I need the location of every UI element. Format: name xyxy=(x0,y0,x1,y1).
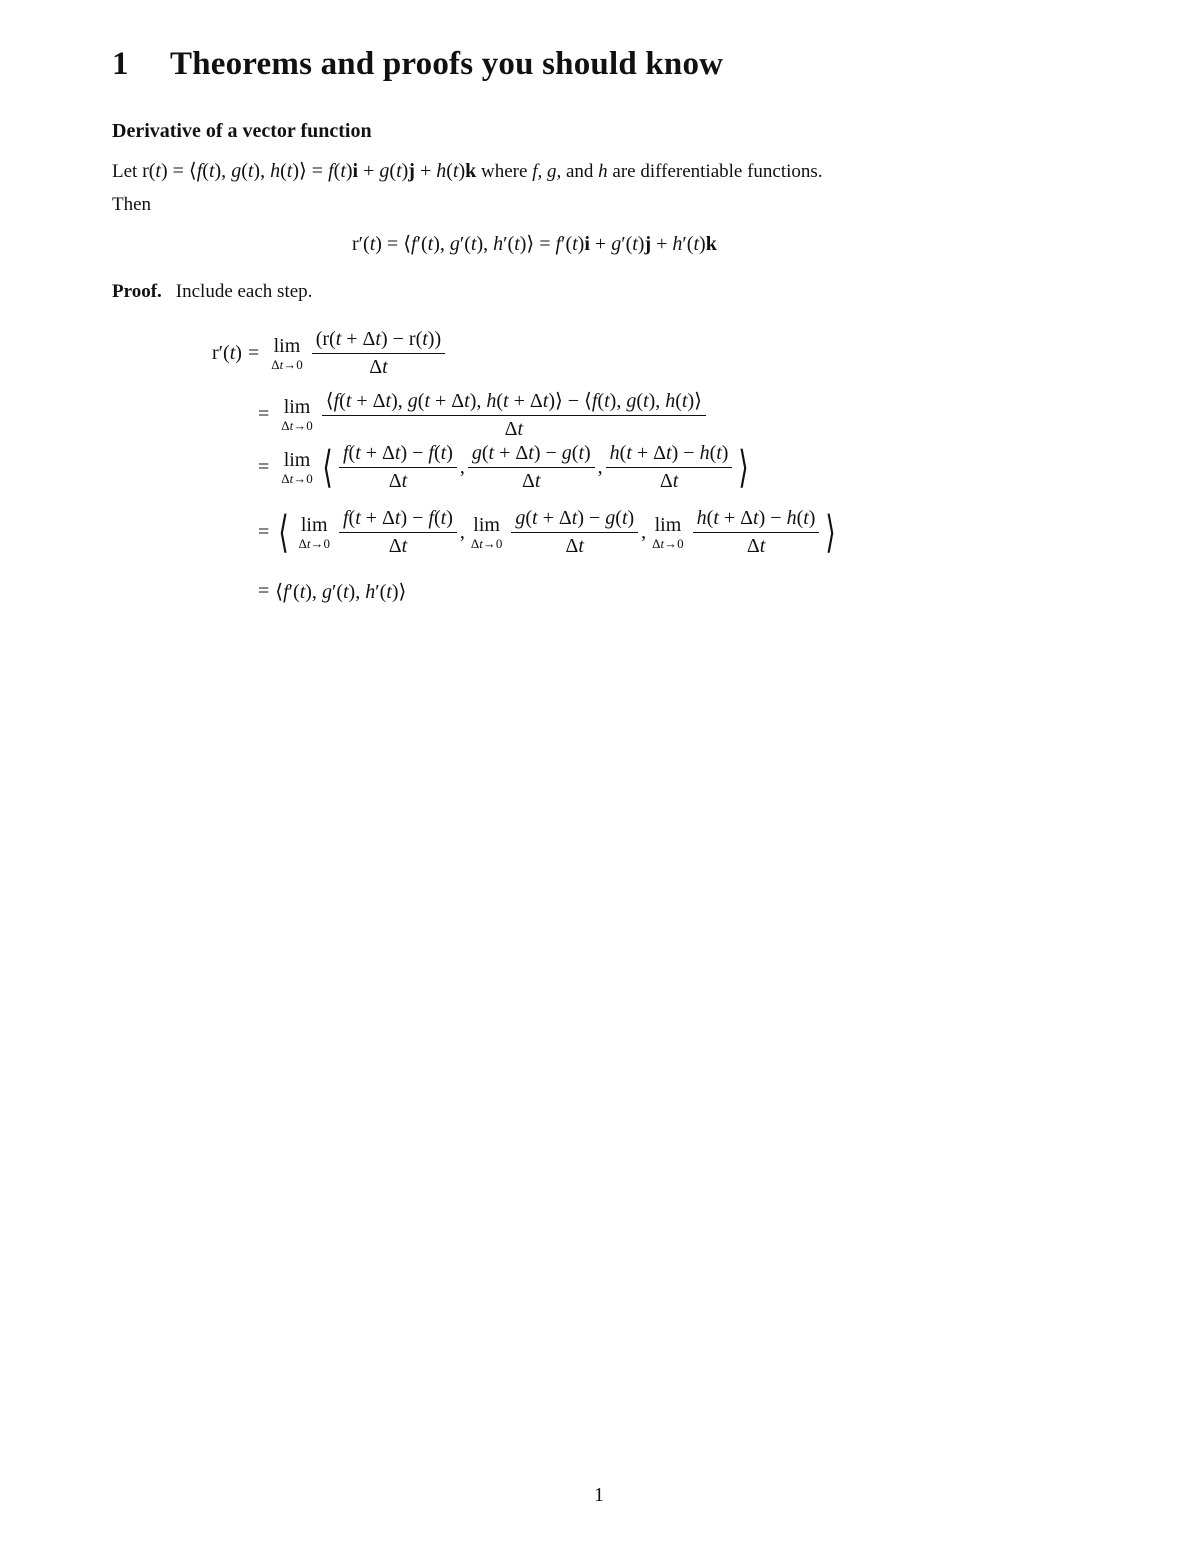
section-number: 1 xyxy=(112,46,129,82)
proof-label: Proof. xyxy=(112,281,162,302)
subsection-title: Derivative of a vector function xyxy=(112,120,372,142)
statement-line-2: Then xyxy=(112,194,152,215)
statement-and: and xyxy=(565,161,594,182)
derivative-formula: r′(t) = ⟨f′(t), g′(t), h′(t)⟩ = f′(t)i + g′(t)j + h′(t)k xyxy=(352,233,717,255)
proof-text: Include each step. xyxy=(175,281,313,302)
proof-step-1: r′(t) = lim Δt→0 $\frac{(r(t + \Delta t) - r(t))}{\Delta t}$ xyxy=(212,328,448,379)
proof-step-3: = lim Δt→0 ⟨ $\frac{f(t + \Delta t) - f(t)}{\Delta t}$ , $\frac{g(t + \Delta t) - g(t)}{\Delta t}$ , $\frac{h(t + \Delta t) - h(t)}{\Delta t}$ ⟩ xyxy=(258,442,750,492)
proof-line xyxy=(112,281,312,303)
formula-r-definition: r(t) = ⟨f(t), g(t), h(t)⟩ = f(t)i + g(t)j + h(t)k xyxy=(142,160,477,182)
statement-h: h xyxy=(598,161,608,182)
statement-line-1 xyxy=(112,158,823,183)
statement-where: where xyxy=(481,161,528,182)
statement-lead: Let xyxy=(112,161,138,182)
statement-tail: are differentiable functions. xyxy=(612,161,823,182)
proof-step-2: = lim Δt→0 $\frac{⟨f(t + \Delta t), g(t + \Delta t), h(t + \Delta t)⟩ - ⟨f(t), g(t), h(t)⟩}{\Delta t}$ xyxy=(258,388,709,441)
section-title: Theorems and proofs you should know xyxy=(170,46,724,82)
proof-step-5: = ⟨f′(t), g′(t), h′(t)⟩ xyxy=(258,580,407,603)
statement-vars: f, g, xyxy=(532,161,562,182)
proof-step-4: = ⟨ lim Δt→0 $\frac{f(t + \Delta t) - f(t)}{\Delta t}$ , lim Δt→0 $\frac{g(t + \Delta t) - g(t)}{\Delta t}$ , lim Δt→0 $\frac{h(t + \Delta t) - h(t)}{\Delta t}$ ⟩ xyxy=(258,507,837,557)
section-heading xyxy=(112,46,723,83)
page-number: 1 xyxy=(594,1484,604,1506)
